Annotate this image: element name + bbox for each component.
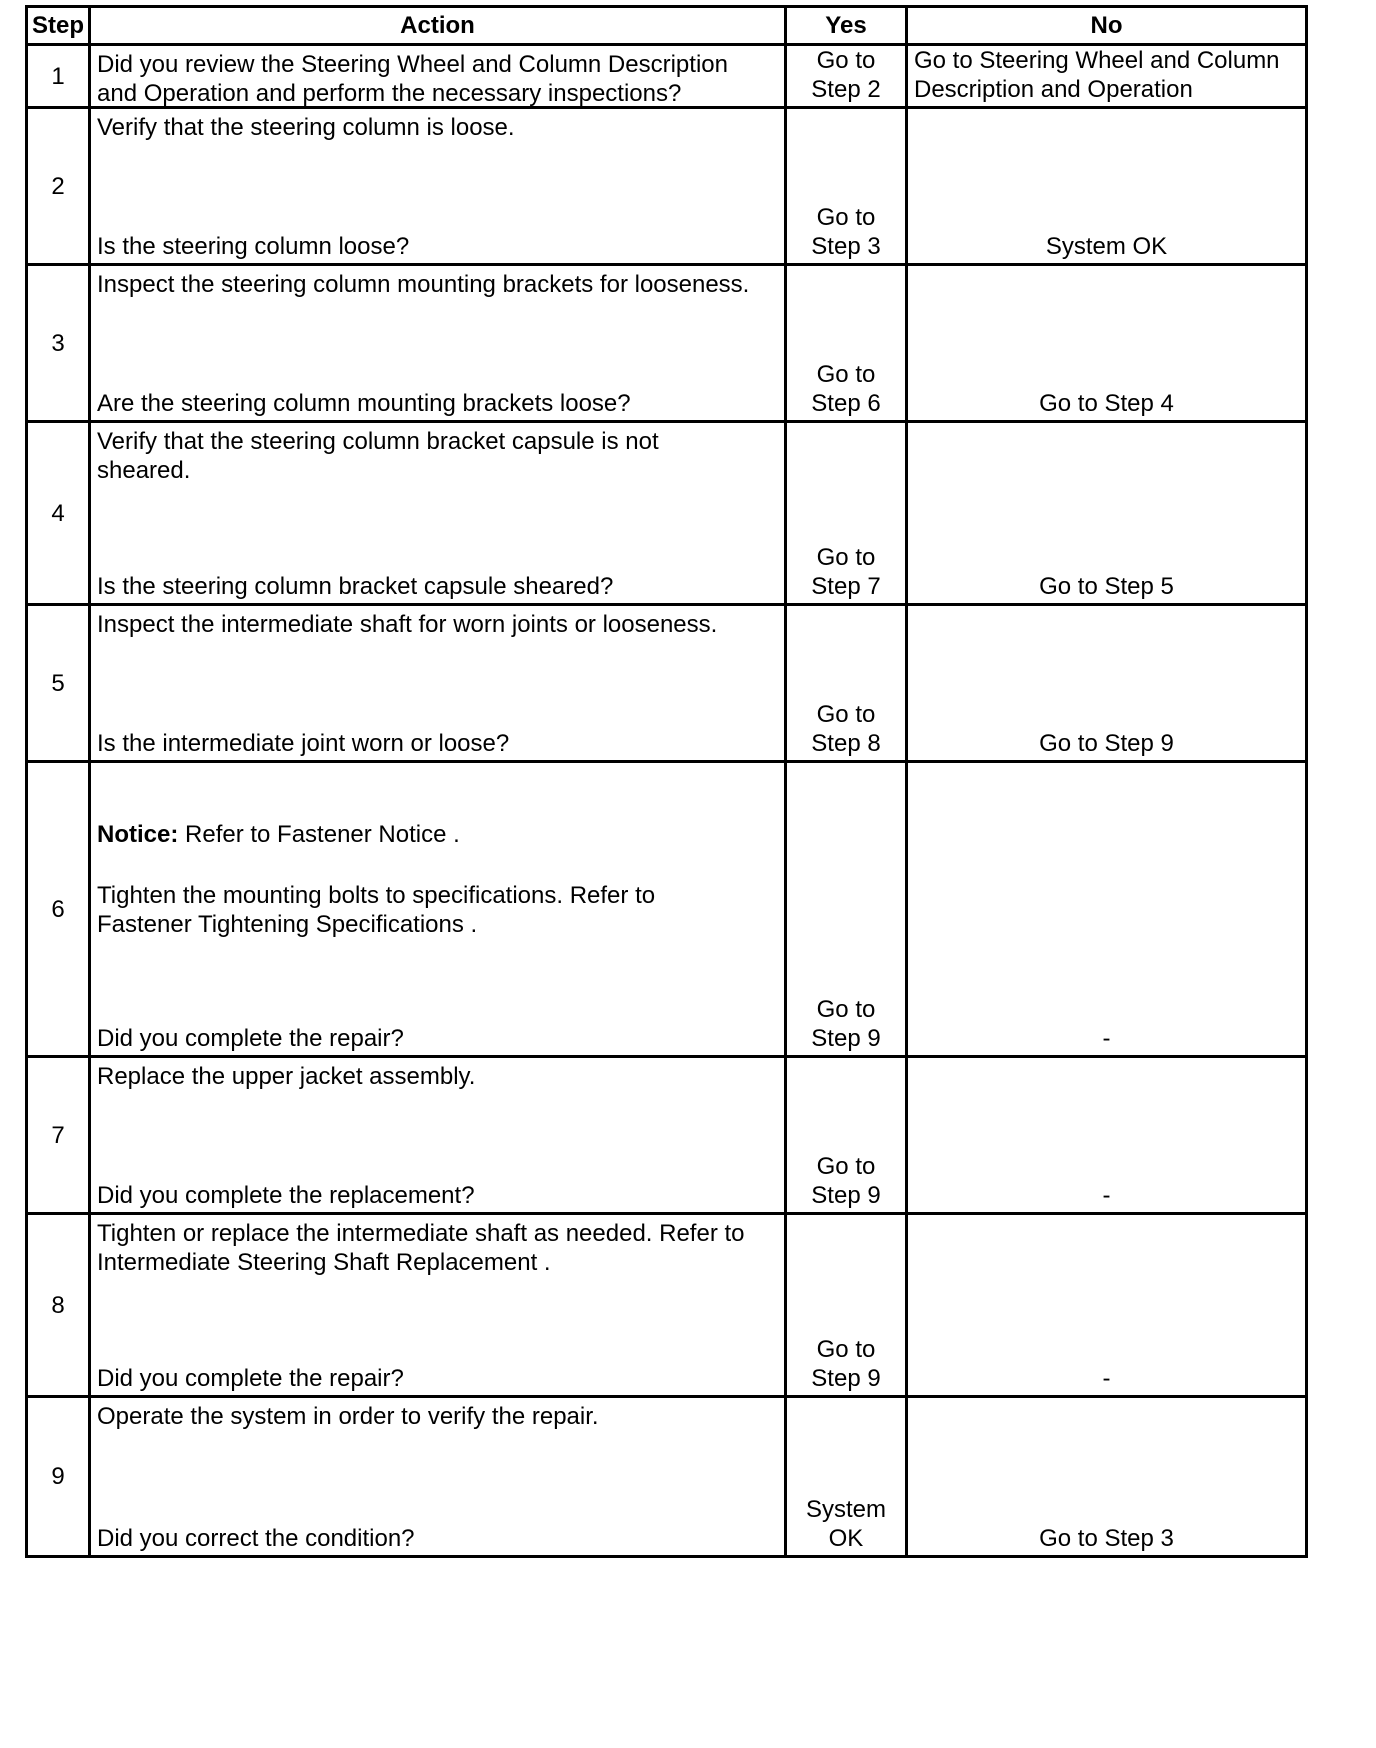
step-number: 6 bbox=[28, 763, 91, 1055]
action-cell bbox=[91, 1215, 787, 1395]
action-line: Intermediate Steering Shaft Replacement . bbox=[97, 1249, 551, 1276]
no-cell: Go to Step 3 bbox=[1039, 1525, 1174, 1552]
yes-line: Step 2 bbox=[811, 76, 881, 103]
action-question: Are the steering column mounting brackets loose? bbox=[97, 390, 631, 417]
action-line: sheared. bbox=[97, 457, 191, 484]
step-number: 3 bbox=[28, 266, 91, 420]
step-number: 2 bbox=[28, 109, 91, 263]
notice-label: Notice: bbox=[97, 821, 179, 848]
action-cell bbox=[91, 1398, 787, 1555]
header-no: No bbox=[1090, 12, 1123, 39]
yes-cell bbox=[787, 109, 908, 263]
yes-cell bbox=[787, 46, 908, 106]
step-number: 8 bbox=[28, 1215, 91, 1395]
no-cell: - bbox=[1102, 1182, 1111, 1209]
action-question: Is the steering column loose? bbox=[97, 233, 410, 260]
yes-cell bbox=[787, 1215, 908, 1395]
table-row-step-7 bbox=[28, 1058, 1305, 1215]
yes-line: Go to bbox=[816, 1336, 876, 1363]
no-cell: Go to Step 5 bbox=[1039, 573, 1174, 600]
action-instruction: Replace the upper jacket assembly. bbox=[97, 1063, 476, 1090]
yes-line: Go to bbox=[816, 361, 876, 388]
action-question: Did you complete the repair? bbox=[97, 1025, 404, 1052]
action-instruction bbox=[97, 881, 655, 939]
yes-line: Go to bbox=[816, 47, 876, 74]
yes-line: Go to bbox=[816, 701, 876, 728]
step-number: 5 bbox=[28, 606, 91, 760]
yes-line: Go to bbox=[816, 1153, 876, 1180]
yes-line: Step 9 bbox=[811, 1182, 881, 1209]
table-row-step-1 bbox=[28, 46, 1305, 109]
action-question: Did you complete the replacement? bbox=[97, 1182, 475, 1209]
step-number: 9 bbox=[28, 1398, 91, 1555]
yes-line: System bbox=[805, 1496, 886, 1523]
step-number: 4 bbox=[28, 423, 91, 603]
yes-line: Step 3 bbox=[811, 233, 881, 260]
no-cell bbox=[908, 46, 1305, 106]
yes-cell bbox=[787, 763, 908, 1055]
yes-line: Step 8 bbox=[811, 730, 881, 757]
action-line: and Operation and perform the necessary inspections? bbox=[97, 80, 682, 107]
yes-line: Step 9 bbox=[811, 1365, 881, 1392]
yes-line: Step 7 bbox=[811, 573, 881, 600]
table-row-step-5 bbox=[28, 606, 1305, 763]
no-cell: System OK bbox=[1045, 233, 1168, 260]
yes-cell bbox=[787, 1398, 908, 1555]
header-action: Action bbox=[91, 8, 787, 43]
action-instruction: Inspect the intermediate shaft for worn joints or looseness. bbox=[97, 611, 718, 638]
action-instruction: Inspect the steering column mounting brackets for looseness. bbox=[97, 271, 750, 298]
yes-cell bbox=[787, 606, 908, 760]
no-cell: Go to Step 4 bbox=[1039, 390, 1174, 417]
yes-line: Step 6 bbox=[811, 390, 881, 417]
table-row-step-8 bbox=[28, 1215, 1305, 1398]
action-cell bbox=[91, 606, 787, 760]
yes-line: OK bbox=[828, 1525, 864, 1552]
diagnostic-table bbox=[25, 5, 1308, 1558]
no-cell: Go to Step 9 bbox=[1039, 730, 1174, 757]
step-number: 1 bbox=[28, 46, 91, 106]
step-number: 7 bbox=[28, 1058, 91, 1212]
action-cell bbox=[91, 46, 787, 106]
action-line: Fastener Tightening Specifications . bbox=[97, 911, 478, 938]
no-cell: - bbox=[1102, 1025, 1111, 1052]
action-question: Is the steering column bracket capsule sheared? bbox=[97, 573, 614, 600]
action-instruction bbox=[97, 1219, 778, 1277]
action-instruction bbox=[97, 427, 778, 485]
no-cell: - bbox=[1102, 1365, 1111, 1392]
table-row-step-4 bbox=[28, 423, 1305, 606]
action-cell bbox=[91, 266, 787, 420]
yes-line: Go to bbox=[816, 544, 876, 571]
action-cell bbox=[91, 109, 787, 263]
no-line: Go to Steering Wheel and Column bbox=[914, 47, 1280, 74]
action-line: Tighten the mounting bolts to specifications. Refer to bbox=[97, 882, 656, 909]
action-question: Did you complete the repair? bbox=[97, 1365, 404, 1392]
action-line: Did you review the Steering Wheel and Column Description bbox=[97, 51, 728, 78]
action-line: Verify that the steering column bracket capsule is not bbox=[97, 428, 659, 455]
action-question: Is the intermediate joint worn or loose? bbox=[97, 730, 510, 757]
action-cell bbox=[91, 423, 787, 603]
yes-line: Go to bbox=[816, 204, 876, 231]
yes-line: Go to bbox=[816, 996, 876, 1023]
action-cell bbox=[91, 1058, 787, 1212]
action-cell bbox=[91, 763, 787, 1055]
yes-cell bbox=[787, 1058, 908, 1212]
table-header-row bbox=[28, 8, 1305, 46]
table-row-step-9 bbox=[28, 1398, 1305, 1555]
notice-line bbox=[97, 820, 460, 849]
yes-cell bbox=[787, 266, 908, 420]
yes-cell bbox=[787, 423, 908, 603]
table-row-step-3 bbox=[28, 266, 1305, 423]
header-step: Step bbox=[28, 8, 91, 43]
yes-line: Step 9 bbox=[811, 1025, 881, 1052]
action-instruction: Operate the system in order to verify the repair. bbox=[97, 1403, 599, 1430]
no-line: Description and Operation bbox=[914, 76, 1193, 103]
notice-text: Refer to Fastener Notice . bbox=[178, 821, 460, 848]
table-row-step-6 bbox=[28, 763, 1305, 1058]
table-row-step-2 bbox=[28, 109, 1305, 266]
action-instruction: Verify that the steering column is loose. bbox=[97, 114, 515, 141]
header-yes: Yes bbox=[787, 8, 908, 43]
action-line: Tighten or replace the intermediate shaft as needed. Refer to bbox=[97, 1220, 745, 1247]
action-question: Did you correct the condition? bbox=[97, 1525, 415, 1552]
